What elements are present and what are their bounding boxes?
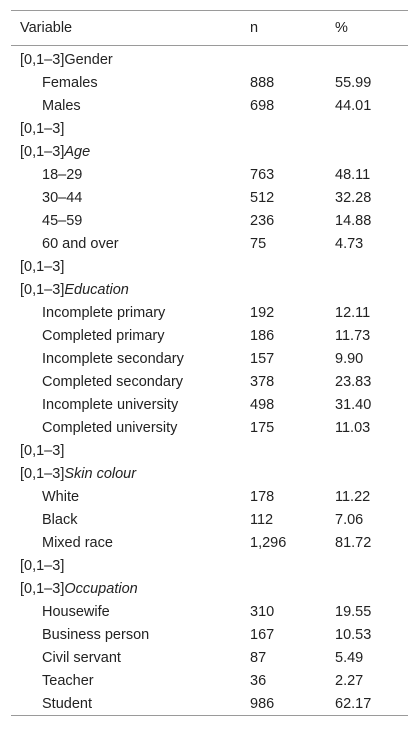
row-count: 498 xyxy=(250,396,275,413)
section-label xyxy=(11,140,250,163)
row-label: Incomplete primary xyxy=(42,304,166,321)
empty-cell xyxy=(335,278,408,301)
empty-cell xyxy=(250,117,335,140)
spacer-row xyxy=(11,117,408,140)
row-percent: 14.88 xyxy=(335,212,372,229)
row-label: Incomplete secondary xyxy=(42,350,184,367)
row-percent: 4.73 xyxy=(335,235,364,252)
spacer-row xyxy=(11,554,408,577)
empty-cell xyxy=(335,554,408,577)
empty-cell xyxy=(250,255,335,278)
row-count: 175 xyxy=(250,419,275,436)
row-percent: 44.01 xyxy=(335,97,372,114)
row-count: 192 xyxy=(250,304,275,321)
row-label: Females xyxy=(42,74,98,91)
row-label: White xyxy=(42,488,80,505)
row-label: Mixed race xyxy=(42,534,113,551)
empty-cell xyxy=(250,554,335,577)
empty-cell xyxy=(335,462,408,485)
section-label xyxy=(11,462,250,485)
spacer-row xyxy=(11,439,408,462)
table-row xyxy=(11,623,408,646)
section-title: Gender xyxy=(64,51,113,68)
table-row xyxy=(11,347,408,370)
table-row xyxy=(11,692,408,716)
row-percent: 9.90 xyxy=(335,350,364,367)
section-prefix: [0,1–3] xyxy=(20,143,65,160)
row-percent: 7.06 xyxy=(335,511,364,528)
row-label: 18–29 xyxy=(42,166,83,183)
row-count: 167 xyxy=(250,626,275,643)
row-count: 888 xyxy=(250,74,275,91)
row-label: Incomplete university xyxy=(42,396,179,413)
row-count: 378 xyxy=(250,373,275,390)
header-variable: Variable xyxy=(20,20,73,36)
row-percent: 62.17 xyxy=(335,695,372,712)
table-row xyxy=(11,163,408,186)
section-prefix: [0,1–3] xyxy=(20,281,65,298)
table-header xyxy=(11,11,408,46)
table-row xyxy=(11,508,408,531)
table-row xyxy=(11,324,408,347)
empty-cell xyxy=(335,439,408,462)
section-row xyxy=(11,462,408,485)
demographics-table xyxy=(11,10,408,716)
empty-cell xyxy=(250,577,335,600)
row-percent: 10.53 xyxy=(335,626,372,643)
empty-cell xyxy=(250,46,335,72)
header-row xyxy=(11,11,408,46)
row-percent: 12.11 xyxy=(335,304,371,321)
row-count: 512 xyxy=(250,189,275,206)
empty-cell xyxy=(335,117,408,140)
table-row xyxy=(11,232,408,255)
header-n: n xyxy=(250,20,259,36)
section-title: Occupation xyxy=(64,580,138,597)
empty-cell xyxy=(335,140,408,163)
row-percent: 19.55 xyxy=(335,603,372,620)
row-percent: 5.49 xyxy=(335,649,364,666)
row-percent: 31.40 xyxy=(335,396,372,413)
table-row xyxy=(11,531,408,554)
row-percent: 2.27 xyxy=(335,672,364,689)
empty-cell xyxy=(335,577,408,600)
row-label: Civil servant xyxy=(42,649,121,666)
table-body xyxy=(11,46,408,716)
spacer-row xyxy=(11,255,408,278)
section-title: Education xyxy=(64,281,129,298)
table-row xyxy=(11,301,408,324)
empty-cell xyxy=(250,439,335,462)
table-row xyxy=(11,71,408,94)
row-percent: 11.22 xyxy=(335,488,371,505)
row-count: 75 xyxy=(250,235,267,252)
table-row xyxy=(11,416,408,439)
spacer-label: [0,1–3] xyxy=(20,442,65,459)
row-count: 698 xyxy=(250,97,275,114)
table-row xyxy=(11,94,408,117)
section-row xyxy=(11,278,408,301)
empty-cell xyxy=(335,46,408,72)
table-row xyxy=(11,370,408,393)
section-row xyxy=(11,140,408,163)
row-count: 87 xyxy=(250,649,267,666)
row-label: Completed primary xyxy=(42,327,165,344)
row-label: Completed secondary xyxy=(42,373,184,390)
row-label: Black xyxy=(42,511,78,528)
section-label xyxy=(11,577,250,600)
table-row xyxy=(11,393,408,416)
row-count: 1,296 xyxy=(250,534,287,551)
table-row xyxy=(11,209,408,232)
section-prefix: [0,1–3] xyxy=(20,465,65,482)
row-label: Males xyxy=(42,97,81,114)
empty-cell xyxy=(250,140,335,163)
table-row xyxy=(11,646,408,669)
row-label: 30–44 xyxy=(42,189,83,206)
row-percent: 48.11 xyxy=(335,166,371,183)
section-row xyxy=(11,577,408,600)
section-title: Age xyxy=(64,143,91,160)
row-label: Completed university xyxy=(42,419,178,436)
header-percent: % xyxy=(335,20,348,36)
section-prefix: [0,1–3] xyxy=(20,51,65,68)
row-count: 236 xyxy=(250,212,275,229)
row-percent: 32.28 xyxy=(335,189,372,206)
row-count: 310 xyxy=(250,603,275,620)
spacer-label: [0,1–3] xyxy=(20,557,65,574)
section-row xyxy=(11,46,408,72)
row-percent: 11.03 xyxy=(335,419,371,436)
row-percent: 11.73 xyxy=(335,327,371,344)
table-row xyxy=(11,669,408,692)
row-count: 186 xyxy=(250,327,275,344)
section-prefix: [0,1–3] xyxy=(20,580,65,597)
empty-cell xyxy=(250,278,335,301)
section-title: Skin colour xyxy=(64,465,137,482)
table-row xyxy=(11,485,408,508)
table-row xyxy=(11,600,408,623)
row-count: 36 xyxy=(250,672,267,689)
section-label xyxy=(11,278,250,301)
row-label: Student xyxy=(42,695,92,712)
row-count: 157 xyxy=(250,350,275,367)
empty-cell xyxy=(250,462,335,485)
row-label: Business person xyxy=(42,626,150,643)
row-label: 45–59 xyxy=(42,212,83,229)
row-count: 178 xyxy=(250,488,275,505)
spacer-label: [0,1–3] xyxy=(20,120,65,137)
row-percent: 81.72 xyxy=(335,534,372,551)
section-label xyxy=(11,46,250,72)
row-label: Housewife xyxy=(42,603,110,620)
spacer-label: [0,1–3] xyxy=(20,258,65,275)
row-count: 986 xyxy=(250,695,275,712)
row-count: 112 xyxy=(250,511,274,528)
empty-cell xyxy=(335,255,408,278)
row-count: 763 xyxy=(250,166,275,183)
row-percent: 23.83 xyxy=(335,373,372,390)
row-label: 60 and over xyxy=(42,235,119,252)
row-label: Teacher xyxy=(42,672,94,689)
data-table-container xyxy=(11,10,399,716)
table-row xyxy=(11,186,408,209)
row-percent: 55.99 xyxy=(335,74,372,91)
